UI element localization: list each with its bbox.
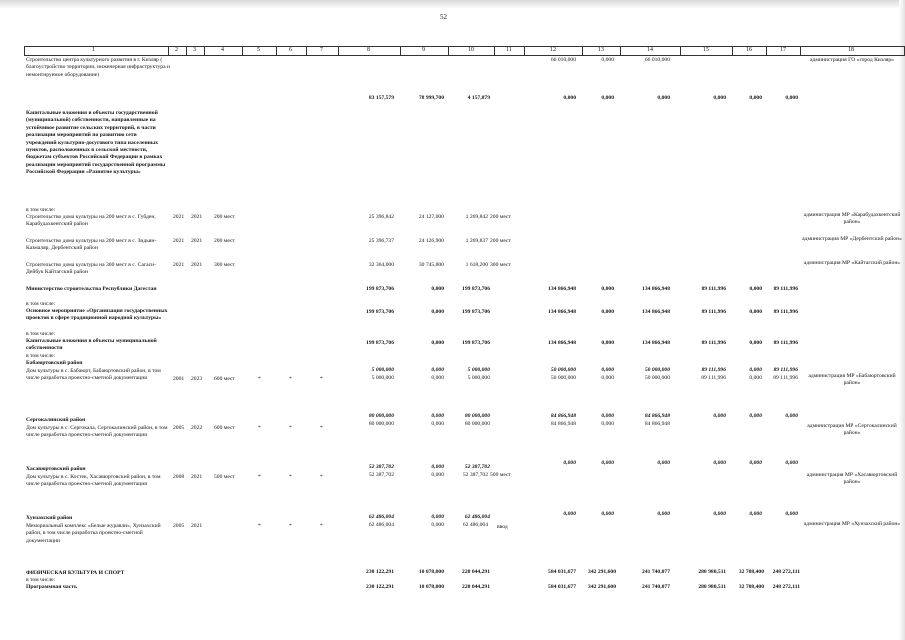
cell-d8: 52 387,702	[368, 464, 394, 470]
cell-d17: 89 111,996	[773, 367, 798, 373]
cell-c3: 2021	[191, 238, 203, 244]
cell-c9: 0,000	[431, 286, 444, 292]
cell-d12: 0,000	[563, 511, 576, 517]
cell-c5: *	[258, 376, 261, 382]
including-label: в том числе:	[26, 331, 56, 337]
cell-d9: 0,000	[431, 464, 444, 470]
cell-c13: 0,000	[601, 421, 614, 427]
col-header-9: 9	[422, 47, 425, 53]
cell-c2: 2021	[173, 262, 185, 268]
cell-c10: 199 873,706	[462, 286, 490, 292]
col-header-14: 14	[647, 47, 653, 53]
cell-c11: 200 мест	[490, 238, 511, 244]
col-header-13: 13	[598, 47, 604, 53]
cell-c8: 83 157,579	[368, 95, 394, 101]
row-name: Дом культуры в с. Бабаюрт, Бабаюртовский район, в том числе разработка проектно-сметной документации	[26, 368, 161, 382]
cell-c8: 32 364,000	[368, 262, 394, 268]
cell-c14: 241 740,077	[642, 569, 670, 575]
cell-c13: 0,000	[601, 57, 614, 63]
cell-c10: 1 269,837	[465, 238, 488, 244]
cell-c4: 200 мест	[214, 214, 235, 220]
cell-c12: 0,000	[563, 95, 576, 101]
cell-c15: 280 980,511	[698, 584, 726, 590]
district-name: Бабаюртовский район	[26, 360, 83, 366]
cell-d8: 5 000,000	[371, 367, 394, 373]
cell-c12: 134 866,948	[548, 309, 576, 315]
table-header-bottom-border	[24, 55, 904, 56]
cell-c2: 2021	[173, 238, 185, 244]
cell-c9: 0,000	[431, 340, 444, 346]
cell-c8: 80 000,000	[368, 421, 394, 427]
cell-d12: 0,000	[563, 460, 576, 466]
cell-c3: 2021	[191, 474, 203, 480]
col-header-7: 7	[320, 47, 323, 53]
cell-c12: 134 866,948	[548, 340, 576, 346]
cell-c12: 50 000,000	[550, 375, 576, 381]
col-header-15: 15	[703, 47, 709, 53]
cell-c15: 89 111,996	[701, 309, 726, 315]
cell-d14: 0,000	[657, 460, 670, 466]
cell-c9: 0,000	[431, 375, 444, 381]
cell-c13: 0,000	[601, 375, 614, 381]
cell-c2: 2021	[173, 214, 185, 220]
cell-c14: 134 866,948	[642, 309, 670, 315]
cell-d9: 0,000	[431, 367, 444, 373]
cell-c11: 200 мест	[490, 214, 511, 220]
cell-c8: 230 122,291	[366, 584, 394, 590]
cell-c10: 1 269,842	[465, 214, 488, 220]
row-name: ФИЗИЧЕСКАЯ КУЛЬТУРА И СПОРТ	[26, 570, 125, 576]
cell-c10: 5 000,000	[467, 375, 490, 381]
cell-c15: 0,000	[713, 95, 726, 101]
cell-c10: 220 044,291	[462, 569, 490, 575]
cell-c14: 50 000,000	[644, 375, 670, 381]
cell-c6: *	[289, 425, 292, 431]
cell-c10: 62 486,004	[462, 522, 488, 528]
cell-c14: 84 866,948	[644, 421, 670, 427]
cell-c10: 80 000,000	[464, 421, 490, 427]
cell-d16: 0,000	[749, 460, 762, 466]
cell-c15: 89 111,996	[701, 375, 726, 381]
cell-c15: 280 980,511	[698, 569, 726, 575]
row-name: Мемориальный комплекс «Белые журавли», Хунзахский район, в том числе разработка проектно-сметной документации	[26, 523, 161, 544]
row-name: Дом культуры в с. Костек, Хасавюртовский район, в том числе разработка проектно-сметной документации	[26, 474, 161, 488]
cell-c5: *	[258, 425, 261, 431]
cell-c13: 0,000	[601, 309, 614, 315]
col-header-5: 5	[257, 47, 260, 53]
cell-c2: 2005	[173, 425, 185, 431]
cell-c4: 500 мест	[214, 474, 235, 480]
table-header-top-border	[24, 46, 904, 47]
cell-c10: 4 157,879	[467, 95, 490, 101]
cell-c17: 248 272,111	[772, 584, 800, 590]
cell-c8: 199 873,706	[366, 286, 394, 292]
cell-responsible: администрация МР «Хасавюртовский район»	[806, 472, 898, 486]
cell-c6: *	[289, 376, 292, 382]
page-number: 52	[440, 13, 447, 21]
cell-c17: 89 111,996	[773, 340, 798, 346]
col-header-10: 10	[468, 47, 474, 53]
cell-c3: 2022	[191, 425, 203, 431]
cell-d15: 0,000	[713, 413, 726, 419]
cell-c10: 199 873,706	[462, 340, 490, 346]
district-name: Сергокалинский район	[26, 417, 86, 423]
cell-c17: 0,000	[785, 95, 798, 101]
cell-c9: 24 126,900	[418, 238, 444, 244]
cell-d13: 0,000	[601, 367, 614, 373]
cell-c7: *	[320, 425, 323, 431]
col-header-18: 18	[848, 47, 854, 53]
row-name: Строительство дома культуры на 200 мест в с. Губден, Карабудахкентский район	[26, 214, 156, 228]
cell-responsible: администрация МР «Карабудахкентский район»	[803, 212, 901, 226]
cell-c8: 62 486,004	[368, 522, 394, 528]
cell-c9: 0,000	[431, 309, 444, 315]
cell-c3: 2021	[191, 523, 203, 529]
cell-d16: 0,000	[749, 511, 762, 517]
cell-c4: 200 мест	[214, 238, 235, 244]
cell-c9: 78 999,700	[418, 95, 444, 101]
cell-d9: 0,000	[431, 413, 444, 419]
cell-c8: 199 873,706	[366, 340, 394, 346]
cell-c15: 89 111,996	[701, 340, 726, 346]
cell-c10: 199 873,706	[462, 309, 490, 315]
cell-c9: 10 078,000	[418, 584, 444, 590]
cell-c2: 2008	[173, 474, 185, 480]
cell-c10: 1 618,200	[465, 262, 488, 268]
cell-c14: 0,000	[657, 95, 670, 101]
cell-c4: 600 мест	[214, 376, 235, 382]
cell-c5: *	[258, 523, 261, 529]
district-name: Хасавюртовский район	[26, 466, 86, 472]
cell-c6: *	[289, 474, 292, 480]
cell-c16: 32 708,400	[738, 569, 764, 575]
col-header-3: 3	[193, 47, 196, 53]
cell-c8: 5 000,000	[371, 375, 394, 381]
cell-c5: *	[258, 474, 261, 480]
cell-c3: 2021	[191, 262, 203, 268]
cell-c9: 0,000	[431, 472, 444, 478]
cell-c16: 0,000	[749, 340, 762, 346]
including-label: в том числе:	[26, 577, 56, 583]
row-name: Строительство центра культурного развития в г. Кизляр ( благоустройство территории, инженерная инфраструктура и немонтируемое оборудование)	[26, 57, 170, 78]
cell-d15: 89 111,996	[701, 367, 726, 373]
cell-c7: *	[320, 376, 323, 382]
col-header-8: 8	[367, 47, 370, 53]
cell-d13: 0,000	[601, 460, 614, 466]
cell-d16: 0,000	[749, 367, 762, 373]
row-name: Основное мероприятие «Организация государственных проектов в сфере традиционной народной культуры»	[26, 308, 168, 322]
col-header-2: 2	[175, 47, 178, 53]
cell-c13: 342 291,600	[588, 584, 616, 590]
cell-c13: 0,000	[601, 286, 614, 292]
row-name: Строительство дома культуры на 300 мест в с. Сагаси-Дейбук Кайтагский район	[26, 262, 156, 276]
cell-c13: 0,000	[601, 340, 614, 346]
cell-c9: 0,000	[431, 522, 444, 528]
col-header-1: 1	[92, 47, 95, 53]
district-name: Хунзахский район	[26, 515, 73, 521]
cell-d10: 62 486,004	[464, 514, 490, 520]
cell-c8: 25 396,737	[368, 238, 394, 244]
cell-d10: 52 387,702	[464, 464, 490, 470]
including-label: в том числе:	[26, 301, 56, 307]
cell-c12: 134 866,948	[548, 286, 576, 292]
cell-responsible: администрация ГО «город Кизляр»	[810, 57, 894, 63]
cell-c10: 220 044,291	[462, 584, 490, 590]
cell-c14: 134 866,948	[642, 340, 670, 346]
col-header-16: 16	[746, 47, 752, 53]
cell-c8: 25 396,842	[368, 214, 394, 220]
cell-c9: 30 745,800	[418, 262, 444, 268]
col-header-4: 4	[221, 47, 224, 53]
col-header-11: 11	[506, 47, 512, 53]
cell-responsible: администрация МР «Хунзахский район»	[803, 521, 901, 527]
cell-c8: 230 122,291	[366, 569, 394, 575]
cell-c12: 66 010,000	[550, 57, 576, 63]
cell-c11: 500 мест	[490, 472, 511, 478]
cell-c8: 52 387,702	[368, 472, 394, 478]
cell-d12: 84 866,948	[550, 413, 576, 419]
cell-c7: *	[320, 523, 323, 529]
cell-c14: 66 010,000	[644, 57, 670, 63]
cell-c2: 2005	[173, 523, 185, 529]
cell-c13: 342 291,600	[588, 569, 616, 575]
cell-c12: 584 031,677	[548, 584, 576, 590]
cell-c11: 300 мест	[490, 262, 511, 268]
row-name: Капитальные вложения в объекты муниципальной собственности	[26, 338, 157, 352]
cell-c16: 32 708,400	[738, 584, 764, 590]
cell-d16: 0,000	[749, 413, 762, 419]
cell-c14: 241 740,077	[642, 584, 670, 590]
cell-responsible: администрация МР «Сергокалинский район»	[807, 423, 897, 437]
cell-c3: 2021	[191, 214, 203, 220]
cell-responsible: администрация МР «Дербентский район»	[802, 236, 902, 242]
cell-d8: 80 000,000	[368, 413, 394, 419]
cell-c3: 2023	[191, 376, 203, 382]
cell-c9: 24 127,000	[418, 214, 444, 220]
row-name: Программная часть	[26, 584, 77, 590]
cell-d14: 84 866,948	[644, 413, 670, 419]
cell-c12: 584 031,677	[548, 569, 576, 575]
cell-c8: 199 873,706	[366, 309, 394, 315]
cell-c15: 89 111,996	[701, 286, 726, 292]
cell-d15: 0,000	[713, 511, 726, 517]
cell-d17: 0,000	[785, 413, 798, 419]
row-name: Строительство дома культуры на 200 мест в с. Зидьян-Казмаляр, Дербентский район	[26, 238, 157, 252]
cell-d10: 80 000,000	[464, 413, 490, 419]
scan-shadow-top	[0, 0, 905, 9]
row-name: Дом культуры в с. Сергокала, Сергокалинский район, в том числе разработка проектно-сметной документации	[26, 425, 168, 439]
cell-c17: 89 111,996	[773, 286, 798, 292]
col-header-12: 12	[550, 47, 556, 53]
row-name: Министерство строительства Республики Дагестан	[26, 286, 157, 292]
cell-d8: 62 486,004	[368, 514, 394, 520]
cell-c16: 0,000	[749, 286, 762, 292]
cell-d15: 0,000	[713, 460, 726, 466]
cell-d13: 0,000	[601, 413, 614, 419]
col-header-6: 6	[289, 47, 292, 53]
cell-responsible: администрация МР «Бабаюртовский район»	[808, 373, 896, 387]
cell-d10: 5 000,000	[467, 367, 490, 373]
cell-c10: 52 387,702	[462, 472, 488, 478]
cell-c16: 0,000	[749, 95, 762, 101]
cell-d14: 50 000,000	[644, 367, 670, 373]
cell-c12: 84 866,948	[550, 421, 576, 427]
cell-d13: 0,000	[601, 511, 614, 517]
cell-c7: *	[320, 474, 323, 480]
cell-d12: 50 000,000	[550, 367, 576, 373]
including-label: в том числе:	[26, 353, 56, 359]
cell-d17: 0,000	[785, 511, 798, 517]
cell-c2: 2001	[173, 376, 185, 382]
cell-c4: 300 мест	[214, 262, 235, 268]
cell-c4: 600 мест	[214, 425, 235, 431]
cell-c16: 0,000	[749, 309, 762, 315]
cell-c11: ввод	[497, 524, 508, 530]
cell-d14: 0,000	[657, 511, 670, 517]
row-name: Капитальные вложения в объекты государственной (муниципальной) собственности, направленные на устойчивое развитие сельских территорий, в части реализации мероприятий по развитию сети учреждений культурно-досугового типа населенных пунктов, расположенных в сельской местности, бюджетам субъектов Российской Федерации в рамках реализации мероприятий государственной программы Российской Федерации «Развитие культуры»	[26, 110, 166, 176]
cell-d17: 0,000	[785, 460, 798, 466]
cell-c13: 0,000	[601, 95, 614, 101]
cell-c17: 89 111,996	[773, 309, 798, 315]
scan-shadow-right	[899, 0, 905, 640]
including-label: в том числе:	[26, 207, 56, 213]
cell-c17: 89 111,996	[773, 375, 798, 381]
cell-c9: 10 078,000	[418, 569, 444, 575]
cell-c14: 134 866,948	[642, 286, 670, 292]
cell-responsible: администрация МР «Кайтагский район»	[803, 260, 901, 266]
col-header-17: 17	[780, 47, 786, 53]
cell-c6: *	[289, 523, 292, 529]
cell-c9: 0,000	[431, 421, 444, 427]
cell-c16: 0,000	[749, 375, 762, 381]
cell-c17: 248 272,111	[772, 569, 800, 575]
cell-d9: 0,000	[431, 514, 444, 520]
